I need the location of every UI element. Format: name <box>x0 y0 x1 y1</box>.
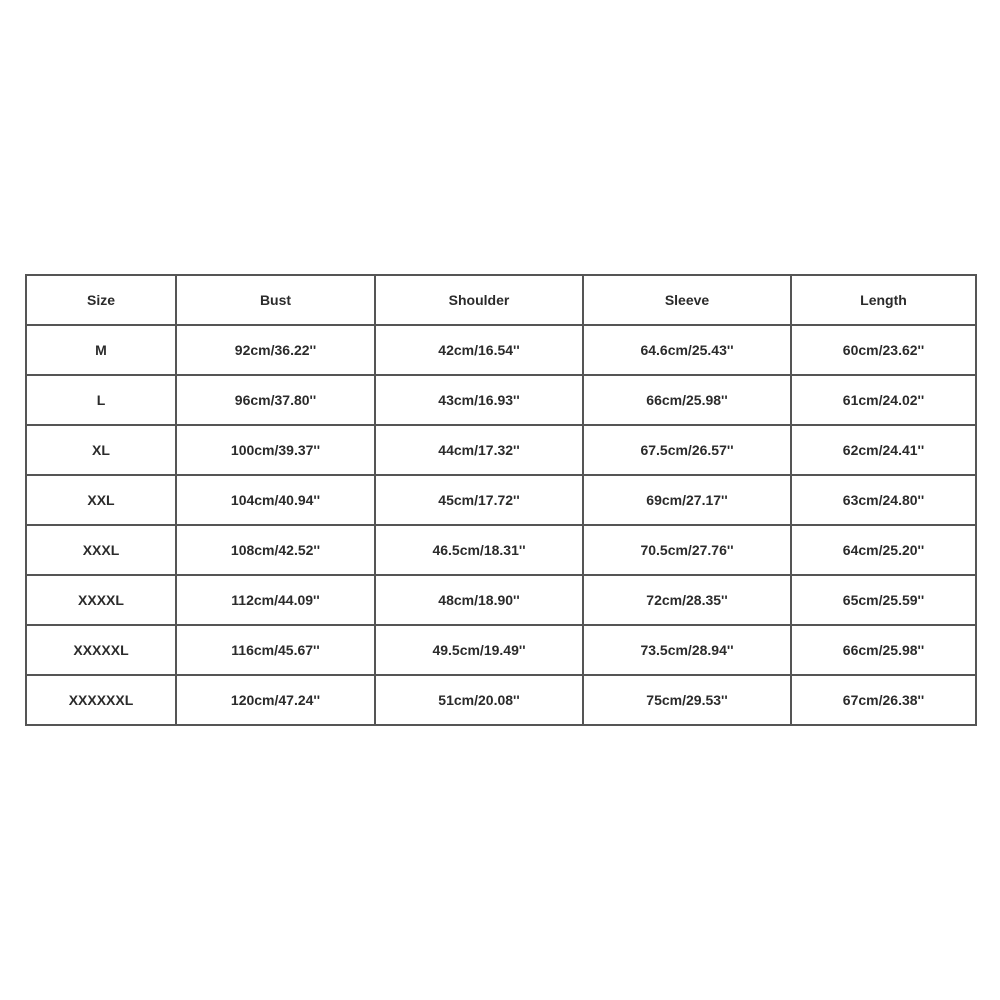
cell-size: XXXXXL <box>26 625 176 675</box>
header-cell-size: Size <box>26 275 176 325</box>
table-row <box>26 625 976 675</box>
cell-length: 67cm/26.38'' <box>791 675 976 725</box>
cell-length: 63cm/24.80'' <box>791 475 976 525</box>
cell-size: M <box>26 325 176 375</box>
cell-length: 61cm/24.02'' <box>791 375 976 425</box>
cell-sleeve: 73.5cm/28.94'' <box>583 625 791 675</box>
cell-sleeve: 69cm/27.17'' <box>583 475 791 525</box>
header-cell-bust: Bust <box>176 275 375 325</box>
table-row <box>26 475 976 525</box>
cell-sleeve: 66cm/25.98'' <box>583 375 791 425</box>
table-row <box>26 525 976 575</box>
cell-length: 65cm/25.59'' <box>791 575 976 625</box>
cell-length: 62cm/24.41'' <box>791 425 976 475</box>
cell-bust: 120cm/47.24'' <box>176 675 375 725</box>
cell-size: L <box>26 375 176 425</box>
cell-bust: 92cm/36.22'' <box>176 325 375 375</box>
size-chart-table <box>25 274 977 726</box>
table-header-row <box>26 275 976 325</box>
table-row <box>26 375 976 425</box>
size-chart-body <box>26 275 976 725</box>
cell-size: XXXXXXL <box>26 675 176 725</box>
cell-length: 60cm/23.62'' <box>791 325 976 375</box>
cell-bust: 96cm/37.80'' <box>176 375 375 425</box>
header-cell-shoulder: Shoulder <box>375 275 583 325</box>
header-cell-length: Length <box>791 275 976 325</box>
cell-size: XXL <box>26 475 176 525</box>
cell-shoulder: 48cm/18.90'' <box>375 575 583 625</box>
cell-shoulder: 51cm/20.08'' <box>375 675 583 725</box>
cell-shoulder: 49.5cm/19.49'' <box>375 625 583 675</box>
cell-length: 64cm/25.20'' <box>791 525 976 575</box>
header-cell-sleeve: Sleeve <box>583 275 791 325</box>
cell-size: XXXL <box>26 525 176 575</box>
table-row <box>26 575 976 625</box>
cell-sleeve: 70.5cm/27.76'' <box>583 525 791 575</box>
cell-shoulder: 42cm/16.54'' <box>375 325 583 375</box>
cell-bust: 108cm/42.52'' <box>176 525 375 575</box>
cell-bust: 112cm/44.09'' <box>176 575 375 625</box>
cell-bust: 100cm/39.37'' <box>176 425 375 475</box>
cell-sleeve: 67.5cm/26.57'' <box>583 425 791 475</box>
cell-shoulder: 43cm/16.93'' <box>375 375 583 425</box>
cell-shoulder: 46.5cm/18.31'' <box>375 525 583 575</box>
cell-shoulder: 45cm/17.72'' <box>375 475 583 525</box>
cell-size: XXXXL <box>26 575 176 625</box>
cell-bust: 104cm/40.94'' <box>176 475 375 525</box>
cell-sleeve: 75cm/29.53'' <box>583 675 791 725</box>
cell-bust: 116cm/45.67'' <box>176 625 375 675</box>
table-row <box>26 325 976 375</box>
cell-sleeve: 64.6cm/25.43'' <box>583 325 791 375</box>
cell-shoulder: 44cm/17.32'' <box>375 425 583 475</box>
table-row <box>26 675 976 725</box>
cell-size: XL <box>26 425 176 475</box>
cell-sleeve: 72cm/28.35'' <box>583 575 791 625</box>
cell-length: 66cm/25.98'' <box>791 625 976 675</box>
table-row <box>26 425 976 475</box>
